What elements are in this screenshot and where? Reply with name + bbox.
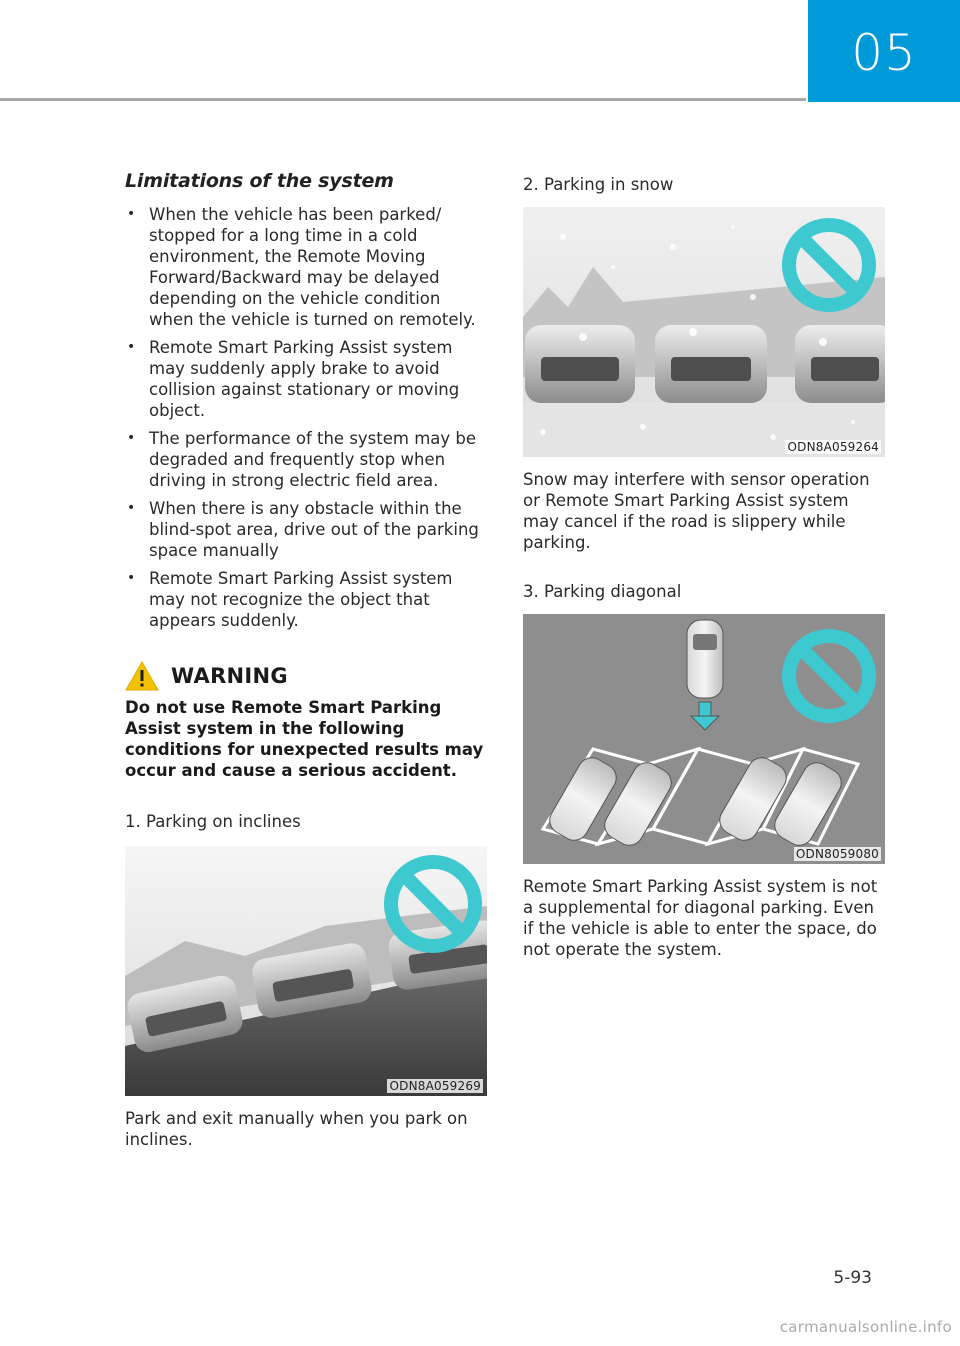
header-rule (0, 98, 806, 101)
warning-header (125, 661, 487, 691)
item-inclines-label: 1. Parking on inclines (125, 812, 301, 831)
section-title: Limitations of the system (125, 170, 394, 192)
figure-code: ODN8059080 (795, 847, 879, 861)
figure-diagonal (523, 614, 885, 864)
chapter-tab: 05 (808, 0, 960, 102)
figure-snow (523, 207, 885, 457)
limitations-list (125, 204, 487, 631)
list-item: • Remote Smart Parking Assist system may not recognize the object that appears suddenly. (127, 569, 453, 630)
list-item: • The performance of the system may be degraded and frequently stop when driving in strong electric field area. (127, 429, 477, 490)
list-item: • When the vehicle has been parked/ stopped for a long time in a cold environment, the Remote Moving Forward/Backward may be delayed depending on the vehicle condition when the vehicle is turned on remotely. (127, 205, 476, 329)
figure-code: ODN8A059269 (389, 1079, 481, 1093)
figure-inclines (125, 846, 487, 1096)
figure-code: ODN8A059264 (787, 440, 879, 454)
item-diagonal-label: 3. Parking diagonal (523, 582, 682, 601)
list-item: • Remote Smart Parking Assist system may suddenly apply brake to avoid collision against stationary or moving object. (127, 338, 460, 420)
page-number: 5-93 (833, 1268, 872, 1288)
list-item: • When there is any obstacle within the blind-spot area, drive out of the parking space manually (127, 499, 479, 560)
caption-snow: Snow may interfere with sensor operation or Remote Smart Parking Assist system may cancel if the road is slippery while parking. (523, 470, 870, 552)
snow-illustration (523, 207, 885, 457)
warning-triangle-icon (125, 661, 159, 691)
warning-text: Do not use Remote Smart Parking Assist system in the following conditions for unexpected results may occur and cause a serious accident. (125, 698, 484, 780)
inclines-illustration (125, 846, 487, 1096)
caption-diagonal: Remote Smart Parking Assist system is not a supplemental for diagonal parking. Even if the vehicle is able to enter the space, do not operate the system. (523, 877, 878, 959)
right-column (523, 170, 885, 960)
diagonal-illustration (523, 614, 885, 864)
left-column (125, 170, 487, 1150)
caption-inclines: Park and exit manually when you park on inclines. (125, 1109, 468, 1149)
item-snow-label: 2. Parking in snow (523, 175, 674, 194)
warning-label: WARNING (171, 664, 288, 688)
watermark: carmanualsonline.info (779, 1318, 952, 1336)
